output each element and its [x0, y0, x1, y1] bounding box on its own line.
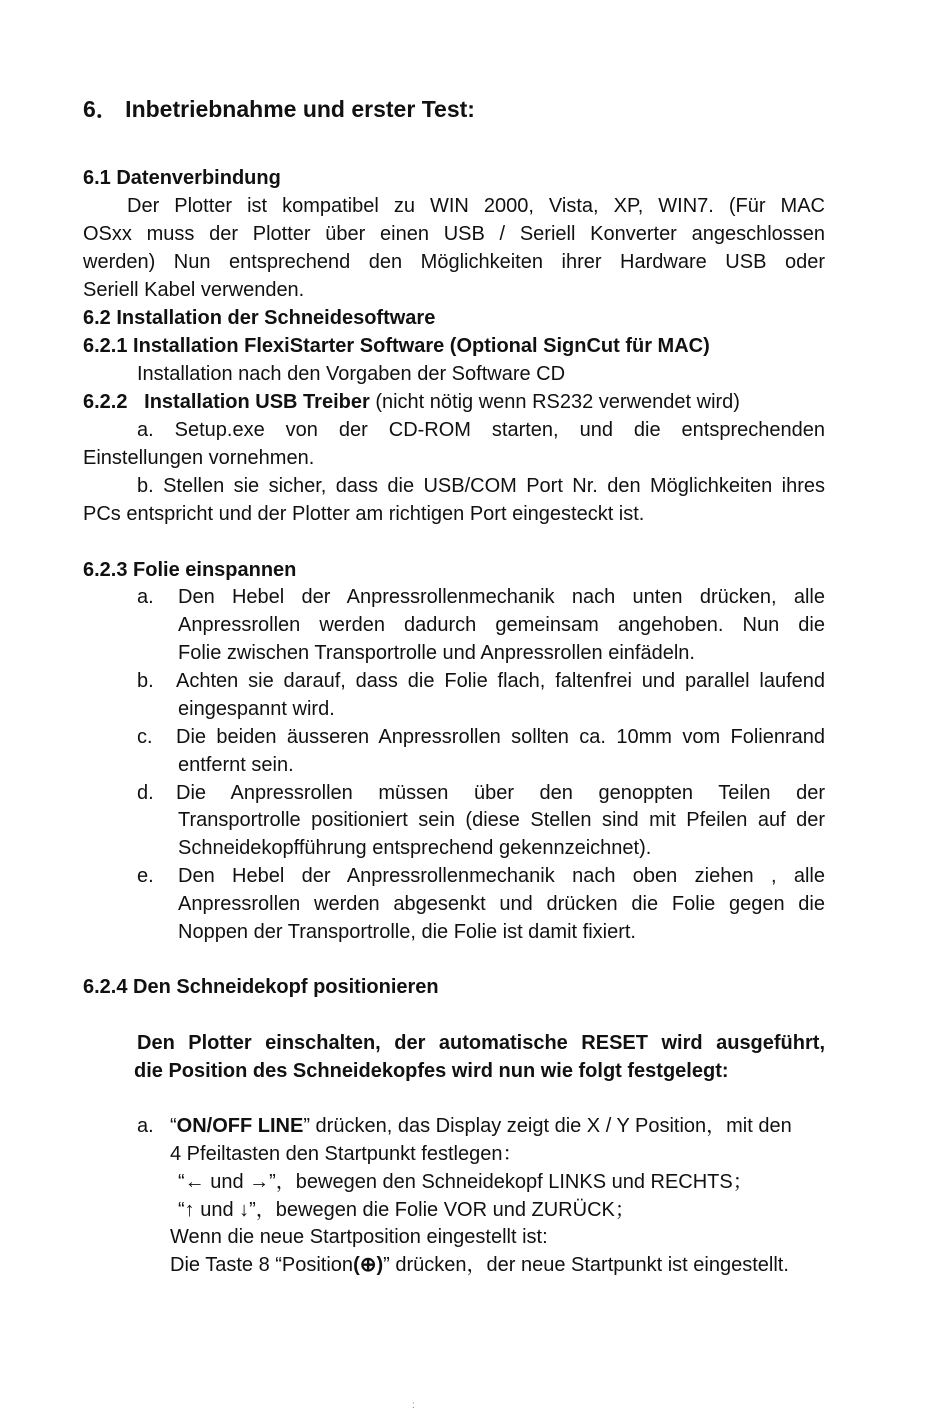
- list-item-line: Die beiden äusseren Anpressrollen sollten ca. 10mm vom Folienrand: [176, 726, 825, 748]
- list-item-line: Anpressrollen werden dadurch gemeinsam angehoben. Nun die: [178, 614, 825, 636]
- list-marker: d.: [137, 782, 154, 804]
- instruction-text: ” drücken，der neue Startpunkt ist eingestellt.: [383, 1254, 789, 1276]
- quote-open: “: [170, 1115, 177, 1137]
- list-item-line: Die Anpressrollen müssen über den genoppten Teilen der: [176, 782, 825, 804]
- list-marker: e.: [137, 865, 154, 887]
- list-item-line: Folie zwischen Transportrolle und Anpressrollen einfädeln.: [178, 642, 695, 664]
- footer-mark: :: [412, 1400, 415, 1411]
- list-marker: a.: [137, 586, 154, 608]
- list-marker: b.: [137, 670, 154, 692]
- section-6-2-2-heading: [83, 388, 740, 416]
- on-off-line-key: ON/OFF LINE: [176, 1115, 304, 1137]
- paragraph-line: Der Plotter ist kompatibel zu WIN 2000, Vista, XP, WIN7. (Für MAC: [127, 195, 825, 217]
- list-item-line: Anpressrollen werden abgesenkt und drücken die Folie gegen die: [178, 893, 825, 915]
- list-item-line: Den Hebel der Anpressrollenmechanik nach unten drücken, alle: [178, 586, 825, 608]
- section-6-2-3-title: 6.2.3 Folie einspannen: [83, 559, 297, 581]
- section-6-2-2-note: (nicht nötig wenn RS232 verwendet wird): [369, 391, 740, 413]
- paragraph-line: Seriell Kabel verwenden.: [83, 279, 305, 301]
- page-heading: 6． Inbetriebnahme und erster Test:: [83, 96, 475, 122]
- list-item-line: Schneidekopfführung entsprechend gekennzeichnet).: [178, 837, 652, 859]
- list-marker: a.: [137, 1115, 154, 1137]
- arrow-keys-left-right-line: “← und →”，bewegen den Schneidekopf LINKS und RECHTS；: [178, 1171, 753, 1193]
- section-6-2-4-title: 6.2.4 Den Schneidekopf positionieren: [83, 976, 439, 998]
- section-6-2-1-title: 6.2.1 Installation FlexiStarter Software (Optional SignCut für MAC): [83, 335, 710, 357]
- bold-paragraph-line: Den Plotter einschalten, der automatische RESET wird ausgeführt,: [137, 1032, 825, 1054]
- section-6-2-title: 6.2 Installation der Schneidesoftware: [83, 307, 436, 329]
- on-off-line-instruction: [170, 1112, 792, 1140]
- bold-paragraph-line: die Position des Schneidekopfes wird nun wie folgt festgelegt:: [134, 1060, 729, 1082]
- paragraph-line: Wenn die neue Startposition eingestellt ist:: [170, 1226, 548, 1248]
- paragraph-line: b. Stellen sie sicher, dass die USB/COM Port Nr. den Möglichkeiten ihres: [137, 475, 825, 497]
- instruction-text: ” drücken, das Display zeigt die X / Y Position，mit den: [303, 1115, 792, 1137]
- list-marker: c.: [137, 726, 153, 748]
- section-6-2-2-title: 6.2.2 Installation USB Treiber: [83, 391, 370, 413]
- paragraph-line: OSxx muss der Plotter über einen USB / Seriell Konverter angeschlossen: [83, 223, 825, 245]
- list-item-line: Den Hebel der Anpressrollenmechanik nach oben ziehen , alle: [178, 865, 825, 887]
- list-item-line: eingespannt wird.: [178, 698, 335, 720]
- paragraph-line: werden) Nun entsprechend den Möglichkeiten ihrer Hardware USB oder: [83, 251, 825, 273]
- position-symbol: (⊕): [353, 1254, 384, 1276]
- instruction-text: Die Taste 8 “Position: [170, 1254, 354, 1276]
- list-item-line: entfernt sein.: [178, 754, 294, 776]
- paragraph-line: Einstellungen vornehmen.: [83, 447, 315, 469]
- position-key-instruction: [170, 1251, 789, 1279]
- paragraph-line: 4 Pfeiltasten den Startpunkt festlegen：: [170, 1143, 523, 1165]
- list-item-line: Achten sie darauf, dass die Folie flach, faltenfrei und parallel laufend: [176, 670, 825, 692]
- paragraph-line: a. Setup.exe von der CD-ROM starten, und die entsprechenden: [137, 419, 825, 441]
- paragraph-line: PCs entspricht und der Plotter am richtigen Port eingesteckt ist.: [83, 503, 645, 525]
- list-item-line: Transportrolle positioniert sein (diese Stellen sind mit Pfeilen auf der: [178, 809, 825, 831]
- section-6-1-title: 6.1 Datenverbindung: [83, 167, 281, 189]
- list-item-line: Noppen der Transportrolle, die Folie ist damit fixiert.: [178, 921, 636, 943]
- paragraph-line: Installation nach den Vorgaben der Software CD: [137, 363, 566, 385]
- arrow-keys-up-down-line: “↑ und ↓”，bewegen die Folie VOR und ZURÜCK；: [178, 1199, 635, 1221]
